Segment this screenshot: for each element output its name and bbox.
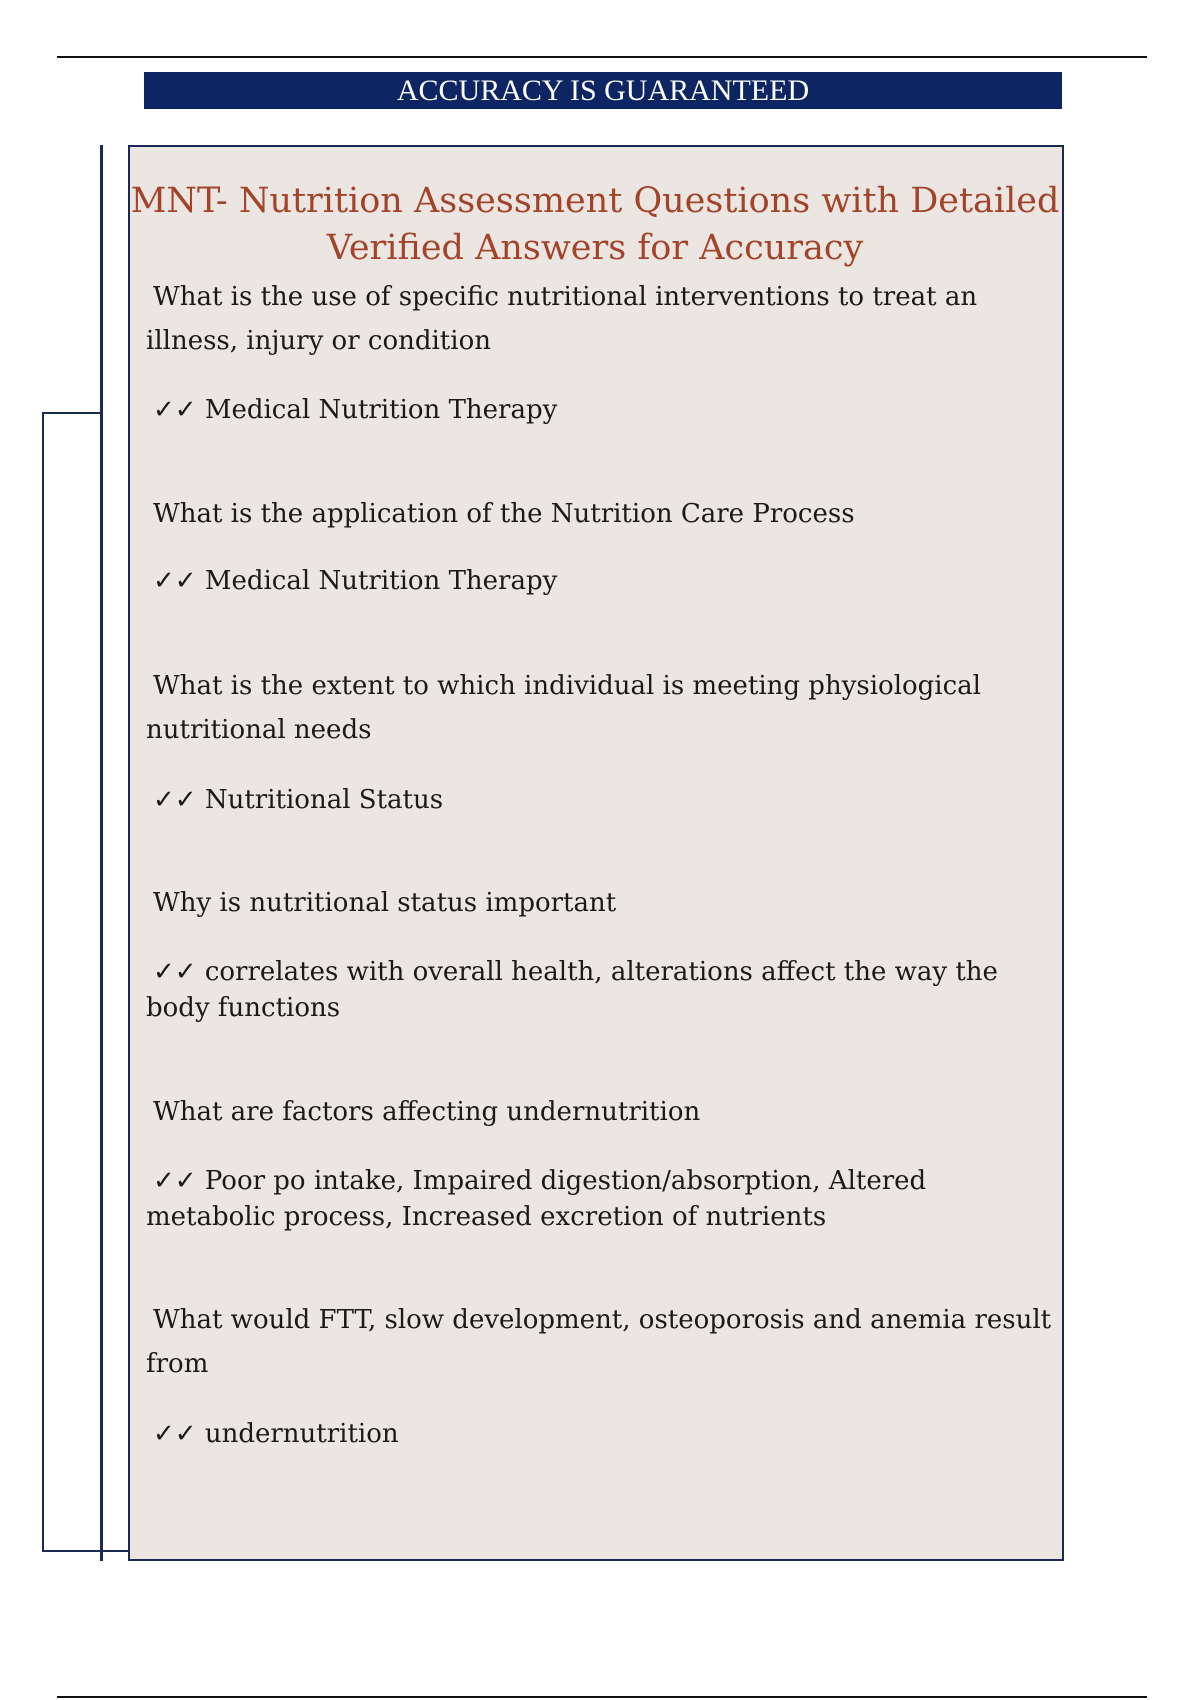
check-icon: ✓✓ [153,1166,197,1196]
bracket-vertical-outer [42,412,44,1552]
top-rule [57,56,1147,58]
answer-text: undernutrition [204,1419,399,1449]
check-icon: ✓✓ [153,957,197,987]
answer-5 [146,1163,1058,1235]
question-text: What is the extent to which individual is meeting physiological nutritional needs [146,671,982,745]
answer-6 [146,1416,1058,1452]
answer-text: Medical Nutrition Therapy [204,566,558,596]
answer-4 [146,954,1058,1026]
check-icon: ✓✓ [153,395,197,425]
accuracy-banner: ACCURACY IS GUARANTEED [144,72,1062,109]
answer-text: Nutritional Status [204,785,444,815]
question-text: Why is nutritional status important [153,888,617,918]
question-1 [146,275,1058,363]
question-text: What is the application of the Nutrition Care Process [153,499,855,529]
answer-text: correlates with overall health, alterations affect the way the body functions [146,957,998,1023]
question-3 [146,664,1058,752]
question-6 [146,1298,1058,1386]
question-4 [146,881,1058,925]
check-icon: ✓✓ [153,1419,197,1449]
question-2 [146,492,1058,536]
question-text: What are factors affecting undernutrition [153,1097,701,1127]
check-icon: ✓✓ [153,785,197,815]
question-5 [146,1090,1058,1134]
answer-text: Medical Nutrition Therapy [204,395,558,425]
question-text: What is the use of specific nutritional interventions to treat an illness, injury or condition [146,282,978,356]
answer-text: Poor po intake, Impaired digestion/absorption, Altered metabolic process, Increased excretion of nutrients [146,1166,927,1232]
document-title: MNT- Nutrition Assessment Questions with Detailed Verified Answers for Accuracy [130,181,1060,268]
bottom-rule [57,1696,1147,1698]
bracket-top-arm [42,412,102,414]
question-text: What would FTT, slow development, osteoporosis and anemia result from [146,1305,1052,1379]
answer-1 [146,392,1058,428]
bracket-vertical-inner [100,145,103,1561]
answer-2 [146,563,1058,599]
check-icon: ✓✓ [153,566,197,596]
answer-3 [146,782,1058,818]
